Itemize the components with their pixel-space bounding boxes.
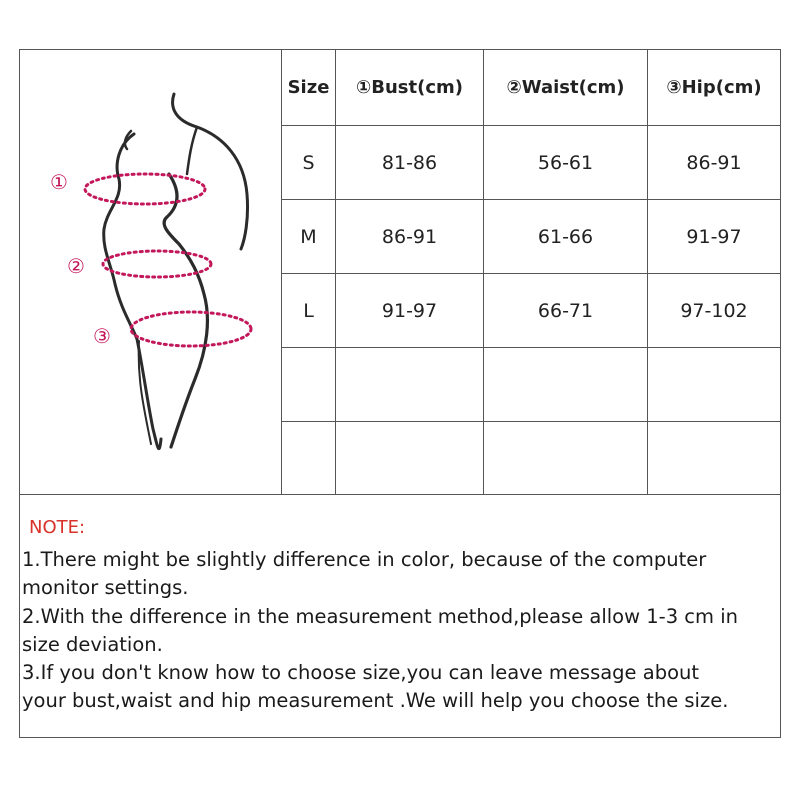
notes-section [20, 494, 780, 737]
marker-bust: ① [50, 170, 68, 194]
table-header-row [282, 50, 781, 126]
note-line: monitor settings. [22, 576, 189, 599]
body-figure-illustration [19, 49, 281, 494]
header-size: Size [282, 50, 336, 126]
cell-size [282, 348, 336, 422]
cell-size [282, 422, 336, 495]
table-row [282, 274, 781, 348]
cell-size: S [282, 126, 336, 200]
cell-bust: 81-86 [336, 126, 484, 200]
cell-size: L [282, 274, 336, 348]
table-row [282, 200, 781, 274]
cell-hip [648, 422, 781, 495]
cell-bust: 86-91 [336, 200, 484, 274]
cell-bust: 91-97 [336, 274, 484, 348]
size-table [281, 49, 781, 494]
cell-bust [336, 422, 484, 495]
body-outline-drawing [19, 49, 281, 494]
cell-hip [648, 348, 781, 422]
cell-waist [484, 348, 648, 422]
header-bust: ①Bust(cm) [336, 50, 484, 126]
note-line: 2.With the difference in the measurement method,please allow 1-3 cm in [22, 605, 738, 628]
cell-waist: 56-61 [484, 126, 648, 200]
cell-waist: 66-71 [484, 274, 648, 348]
table-row [282, 422, 781, 495]
marker-waist: ② [67, 254, 85, 278]
header-waist: ②Waist(cm) [484, 50, 648, 126]
cell-hip: 86-91 [648, 126, 781, 200]
table-row [282, 348, 781, 422]
table-row [282, 126, 781, 200]
note-line: 1.There might be slightly difference in color, because of the computer [22, 548, 707, 571]
cell-hip: 91-97 [648, 200, 781, 274]
cell-waist: 61-66 [484, 200, 648, 274]
cell-bust [336, 348, 484, 422]
note-line: size deviation. [22, 633, 163, 656]
cell-hip: 97-102 [648, 274, 781, 348]
cell-size: M [282, 200, 336, 274]
cell-waist [484, 422, 648, 495]
note-line: 3.If you don't know how to choose size,you can leave message about [22, 661, 700, 684]
note-line: your bust,waist and hip measurement .We will help you choose the size. [22, 689, 729, 712]
marker-hip: ③ [93, 324, 111, 348]
header-hip: ③Hip(cm) [648, 50, 781, 126]
note-title: NOTE: [29, 517, 86, 538]
